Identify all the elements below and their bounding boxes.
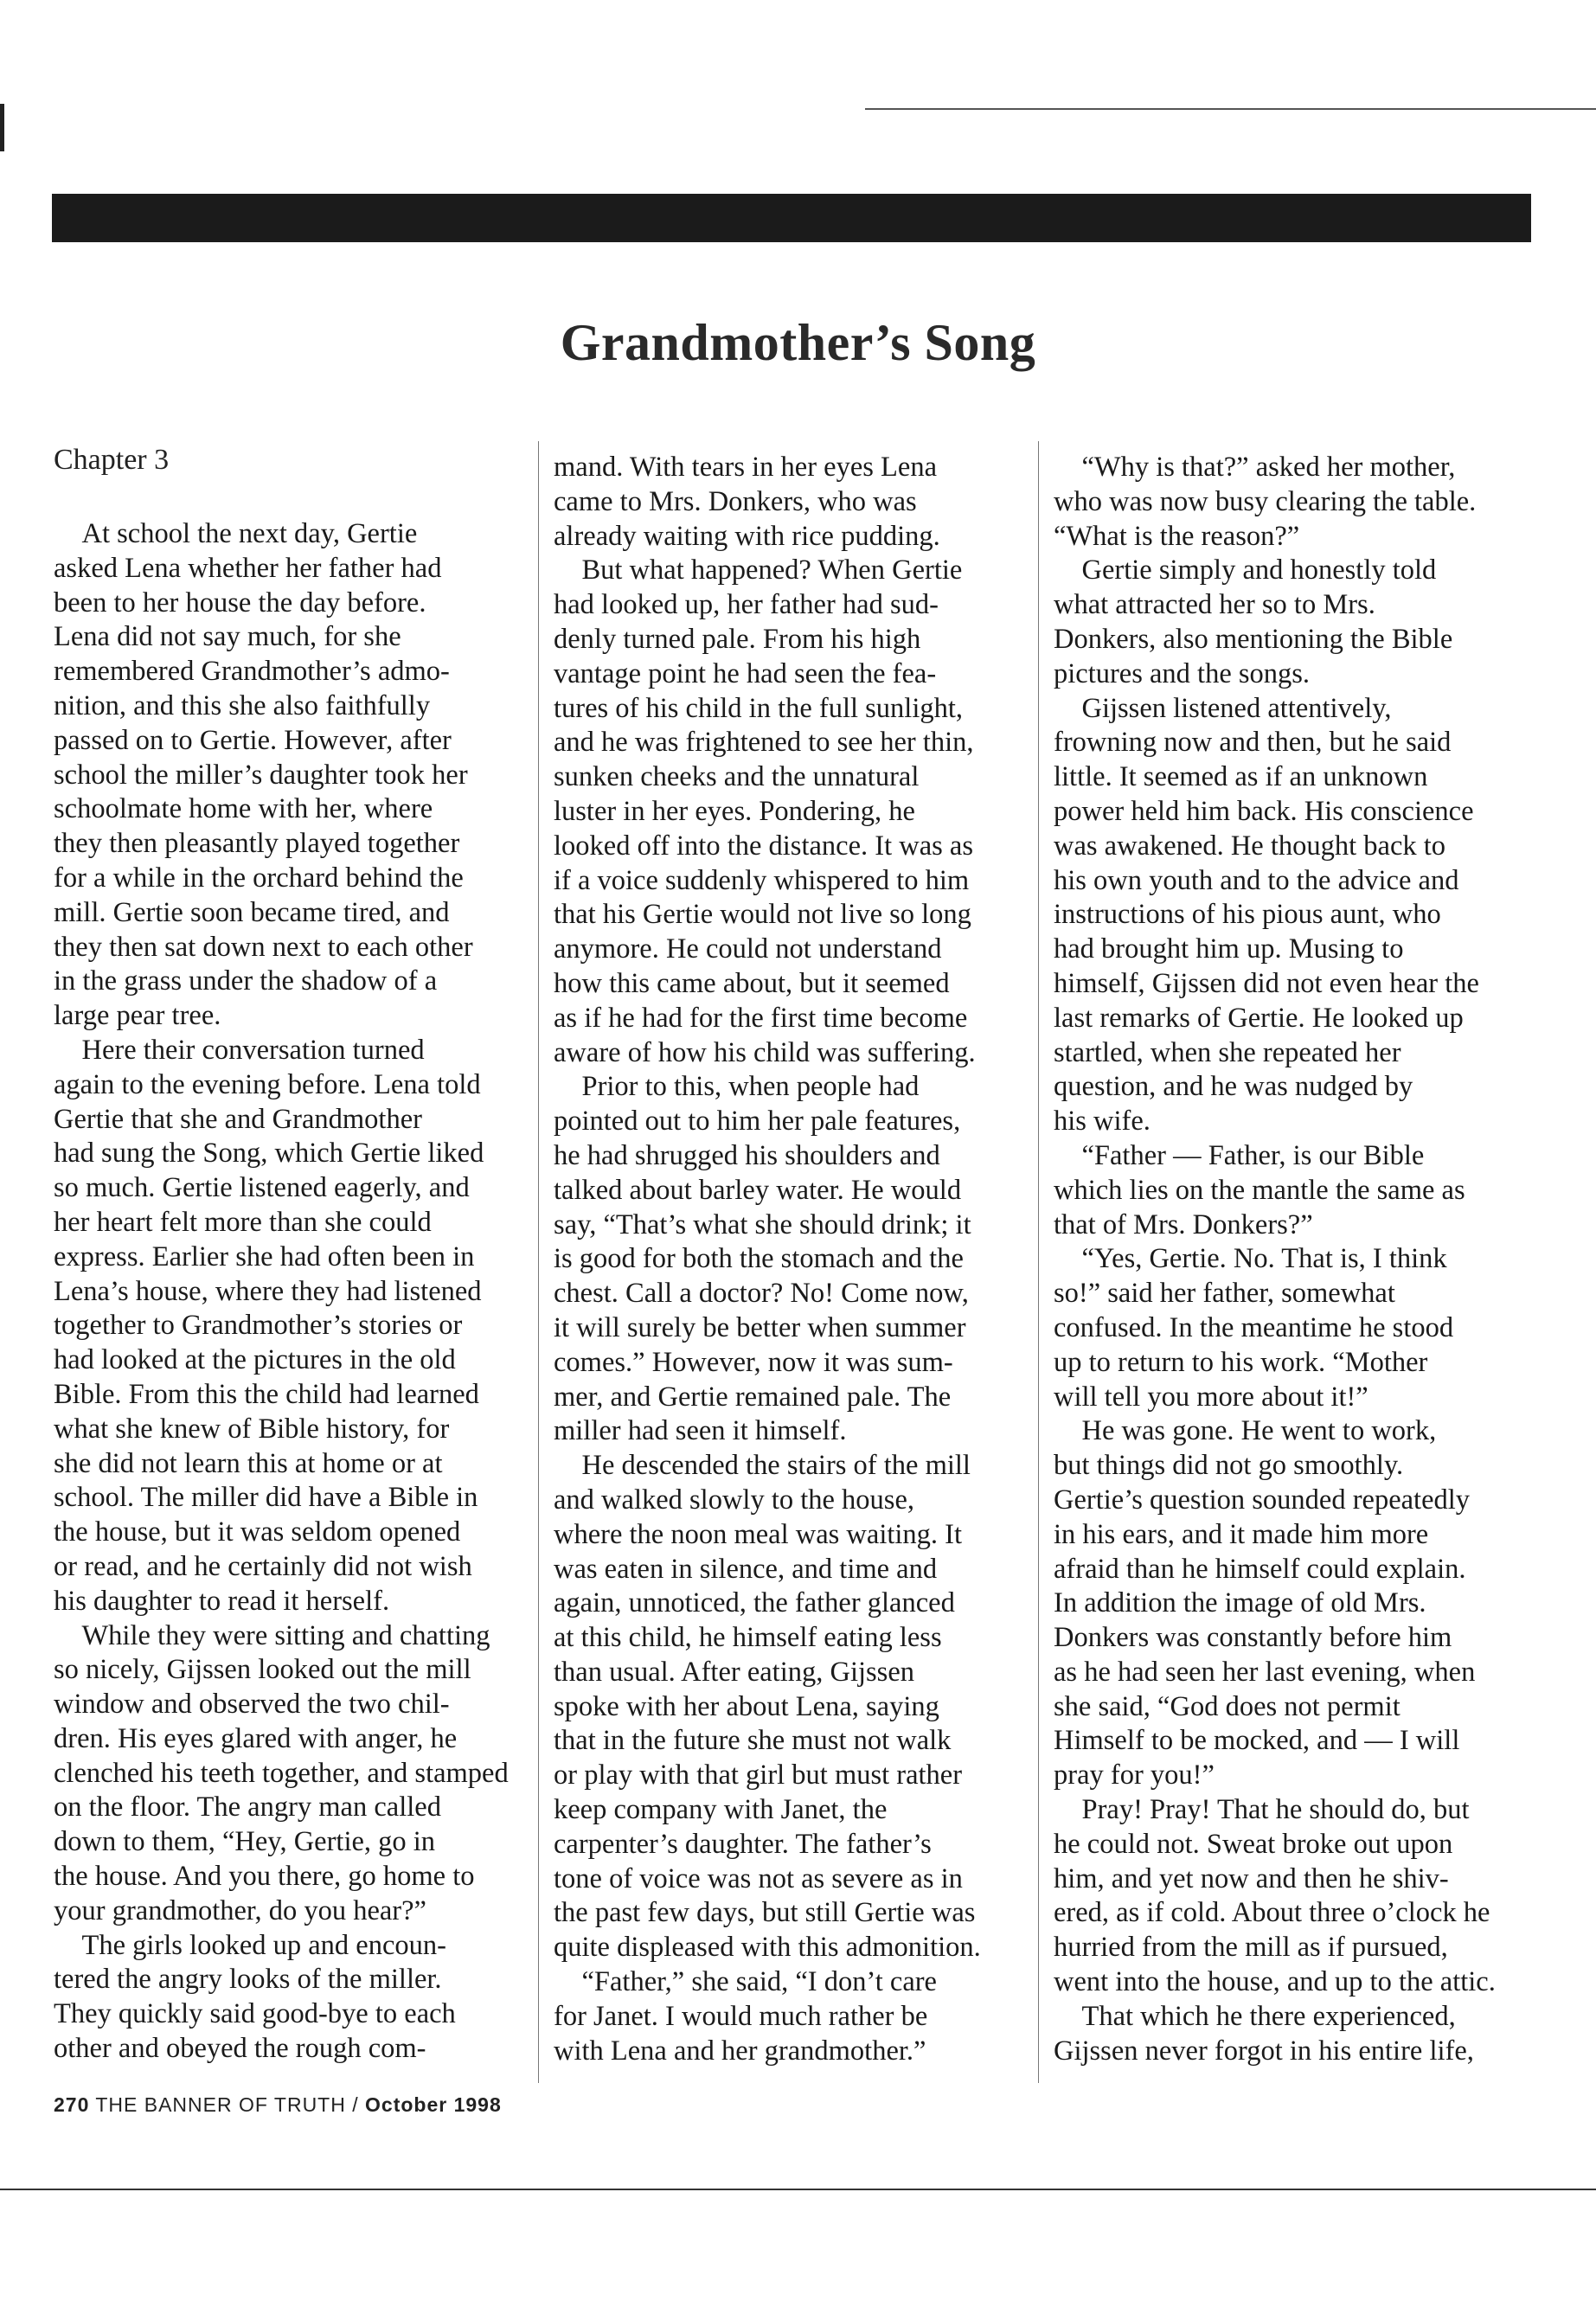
text-line: up to return to his work. “Mother: [1054, 1346, 1428, 1378]
text-line: Donkers, also mentioning the Bible: [1054, 623, 1453, 655]
text-line: “Father — Father, is our Bible: [1054, 1139, 1425, 1171]
text-line: but things did not go smoothly.: [1054, 1450, 1404, 1482]
text-line: last remarks of Gertie. He looked up: [1054, 1002, 1464, 1034]
text-line: his daughter to read it herself.: [54, 1585, 390, 1617]
text-line: down to them, “Hey, Gertie, go in: [54, 1826, 436, 1858]
text-line: as he had seen her last evening, when: [1054, 1656, 1476, 1688]
text-line: that of Mrs. Donkers?”: [1054, 1208, 1313, 1240]
text-line: clenched his teeth together, and stamped: [54, 1757, 509, 1789]
text-line: what attracted her so to Mrs.: [1054, 589, 1375, 621]
text-line: carpenter’s daughter. The father’s: [554, 1828, 932, 1860]
text-line: who was now busy clearing the table.: [1054, 485, 1477, 517]
text-line: tered the angry looks of the miller.: [54, 1964, 442, 1996]
column-divider-2: [1038, 441, 1039, 2083]
text-line: Lena did not say much, for she: [54, 621, 401, 653]
text-line: say, “That’s what she should drink; it: [554, 1208, 971, 1240]
text-line: tures of his child in the full sunlight,: [554, 692, 964, 724]
text-line: remembered Grandmother’s admo-: [54, 656, 450, 688]
text-column-3: [1054, 451, 1538, 2068]
text-line: they then sat down next to each other: [54, 931, 473, 963]
text-line: her heart felt more than she could: [54, 1206, 432, 1238]
text-line: it will surely be better when summer: [554, 1311, 966, 1343]
text-line: nition, and this she also faithfully: [54, 689, 431, 721]
text-line: so!” said her father, somewhat: [1054, 1278, 1395, 1310]
text-line: his wife.: [1054, 1106, 1151, 1138]
page-number: 270: [54, 2093, 90, 2116]
text-line: so much. Gertie listened eagerly, and: [54, 1172, 470, 1204]
text-line: Donkers was constantly before him: [1054, 1622, 1452, 1654]
text-line: anymore. He could not understand: [554, 933, 942, 965]
top-rule: [865, 108, 1596, 110]
text-line: That which he there experienced,: [1054, 2000, 1456, 2032]
text-column-1: [54, 517, 529, 2067]
text-line: where the noon meal was waiting. It: [554, 1518, 963, 1550]
text-line: pictures and the songs.: [1054, 657, 1311, 689]
text-line: other and obeyed the rough com-: [54, 2033, 426, 2065]
issue-date: October 1998: [365, 2093, 502, 2116]
publication-name: THE BANNER OF TRUTH: [95, 2093, 346, 2116]
text-line: schoolmate home with her, where: [54, 793, 433, 825]
text-line: While they were sitting and chatting: [54, 1619, 490, 1651]
text-line: and walked slowly to the house,: [554, 1484, 915, 1516]
text-line: school. The miller did have a Bible in: [54, 1482, 478, 1514]
text-line: been to her house the day before.: [54, 586, 426, 619]
page-footer: [54, 2093, 502, 2117]
text-line: again, unnoticed, the father glanced: [554, 1587, 955, 1619]
text-line: ered, as if cold. About three o’clock he: [1054, 1897, 1490, 1929]
column-divider-1: [538, 441, 539, 2083]
text-line: Gijssen listened attentively,: [1054, 692, 1392, 724]
text-line: confused. In the meantime he stood: [1054, 1311, 1454, 1343]
text-line: he could not. Sweat broke out upon: [1054, 1828, 1453, 1860]
text-line: Here their conversation turned: [54, 1034, 425, 1066]
article-title: Grandmother’s Song: [560, 314, 1036, 371]
text-line: again to the evening before. Lena told: [54, 1068, 481, 1100]
text-line: Bible. From this the child had learned: [54, 1378, 479, 1410]
text-line: Prior to this, when people had: [554, 1071, 920, 1103]
text-line: himself, Gijssen did not even hear the: [1054, 967, 1479, 999]
text-line: quite displeased with this admonition.: [554, 1932, 981, 1964]
text-line: school the miller’s daughter took her: [54, 759, 468, 791]
text-line: he had shrugged his shoulders and: [554, 1139, 940, 1171]
text-line: instructions of his pious aunt, who: [1054, 899, 1441, 931]
text-line: chest. Call a doctor? No! Come now,: [554, 1278, 969, 1310]
text-line: had looked at the pictures in the old: [54, 1344, 456, 1376]
text-line: Gertie that she and Grandmother: [54, 1103, 422, 1135]
text-line: little. It seemed as if an unknown: [1054, 761, 1428, 793]
text-line: talked about barley water. He would: [554, 1174, 962, 1206]
text-line: in his ears, and it made him more: [1054, 1518, 1429, 1550]
text-line: with Lena and her grandmother.”: [554, 2035, 926, 2067]
chapter-heading: Chapter 3: [54, 444, 170, 476]
text-line: mer, and Gertie remained pale. The: [554, 1381, 952, 1413]
scan-edge-mark: [0, 104, 4, 151]
text-line: vantage point he had seen the fea-: [554, 657, 937, 689]
text-line: keep company with Janet, the: [554, 1794, 888, 1826]
text-line: the past few days, but still Gertie was: [554, 1897, 976, 1929]
text-line: The girls looked up and encoun-: [54, 1929, 446, 1961]
text-line: dren. His eyes glared with anger, he: [54, 1722, 458, 1754]
text-line: the house. And you there, go home to: [54, 1861, 475, 1893]
text-line: or play with that girl but must rather: [554, 1759, 963, 1791]
text-line: your grandmother, do you hear?”: [54, 1894, 426, 1926]
text-line: as if he had for the first time become: [554, 1002, 968, 1034]
text-line: Lena’s house, where they had listened: [54, 1275, 482, 1307]
text-line: already waiting with rice pudding.: [554, 520, 940, 552]
text-line: that in the future she must not walk: [554, 1725, 952, 1757]
text-line: comes.” However, now it was sum-: [554, 1346, 953, 1378]
text-line: which lies on the mantle the same as: [1054, 1174, 1465, 1206]
text-line: Gijssen never forgot in his entire life,: [1054, 2035, 1474, 2067]
text-line: Himself to be mocked, and — I will: [1054, 1725, 1460, 1757]
text-line: They quickly said good-bye to each: [54, 1998, 456, 2030]
text-line: had looked up, her father had sud-: [554, 589, 939, 621]
text-line: is good for both the stomach and the: [554, 1243, 964, 1275]
text-line: “Yes, Gertie. No. That is, I think: [1054, 1243, 1447, 1275]
text-line: luster in her eyes. Pondering, he: [554, 795, 915, 827]
text-line: He descended the stairs of the mill: [554, 1450, 971, 1482]
text-line: than usual. After eating, Gijssen: [554, 1656, 914, 1688]
text-line: mand. With tears in her eyes Lena: [554, 452, 938, 483]
text-line: “Why is that?” asked her mother,: [1054, 452, 1456, 483]
text-line: in the grass under the shadow of a: [54, 965, 438, 997]
text-line: had brought him up. Musing to: [1054, 933, 1404, 965]
text-line: she did not learn this at home or at: [54, 1447, 443, 1479]
text-line: that his Gertie would not live so long: [554, 899, 971, 931]
text-line: was eaten in silence, and time and: [554, 1553, 938, 1585]
text-line: “Father,” she said, “I don’t care: [554, 1966, 937, 1998]
text-line: the house, but it was seldom opened: [54, 1516, 461, 1548]
text-line: tone of voice was not as severe as in: [554, 1862, 963, 1894]
text-line: his own youth and to the advice and: [1054, 864, 1459, 896]
text-line: him, and yet now and then he shiv-: [1054, 1862, 1449, 1894]
text-line: miller had seen it himself.: [554, 1415, 847, 1447]
text-line: will tell you more about it!”: [1054, 1381, 1368, 1413]
text-line: window and observed the two chil-: [54, 1689, 450, 1721]
text-line: looked off into the distance. It was as: [554, 830, 973, 862]
text-line: they then pleasantly played together: [54, 828, 460, 860]
text-column-2: [554, 451, 1021, 2068]
text-line: Gertie’s question sounded repeatedly: [1054, 1484, 1471, 1516]
text-line: sunken cheeks and the unnatural: [554, 761, 920, 793]
text-line: pray for you!”: [1054, 1759, 1215, 1791]
text-line: so nicely, Gijssen looked out the mill: [54, 1654, 471, 1686]
text-line: Gertie simply and honestly told: [1054, 554, 1437, 586]
text-line: or read, and he certainly did not wish: [54, 1550, 472, 1582]
text-line: if a voice suddenly whispered to him: [554, 864, 970, 896]
text-line: large pear tree.: [54, 1000, 221, 1032]
text-line: question, and he was nudged by: [1054, 1071, 1413, 1103]
text-line: pointed out to him her pale features,: [554, 1106, 961, 1138]
footer-separator: /: [352, 2093, 359, 2116]
text-line: went into the house, and up to the attic.: [1054, 1966, 1496, 1998]
text-line: passed on to Gertie. However, after: [54, 724, 452, 756]
text-line: how this came about, but it seemed: [554, 967, 950, 999]
text-line: was awakened. He thought back to: [1054, 830, 1446, 862]
text-line: hurried from the mill as if pursued,: [1054, 1932, 1448, 1964]
text-line: on the floor. The angry man called: [54, 1791, 441, 1823]
text-line: At school the next day, Gertie: [54, 518, 418, 549]
text-line: and he was frightened to see her thin,: [554, 727, 974, 759]
text-line: Pray! Pray! That he should do, but: [1054, 1794, 1470, 1826]
text-line: “What is the reason?”: [1054, 520, 1300, 552]
text-line: mill. Gertie soon became tired, and: [54, 896, 450, 928]
text-line: afraid than he himself could explain.: [1054, 1553, 1466, 1585]
header-banner-bar: [52, 194, 1531, 242]
text-line: what she knew of Bible history, for: [54, 1413, 450, 1445]
text-line: came to Mrs. Donkers, who was: [554, 485, 917, 517]
text-line: But what happened? When Gertie: [554, 554, 963, 586]
text-line: she said, “God does not permit: [1054, 1690, 1401, 1722]
text-line: In addition the image of old Mrs.: [1054, 1587, 1426, 1619]
text-line: for a while in the orchard behind the: [54, 862, 464, 894]
text-line: for Janet. I would much rather be: [554, 2000, 928, 2032]
text-line: asked Lena whether her father had: [54, 552, 442, 584]
text-line: at this child, he himself eating less: [554, 1622, 942, 1654]
text-line: spoke with her about Lena, saying: [554, 1690, 939, 1722]
text-line: denly turned pale. From his high: [554, 623, 921, 655]
text-line: power held him back. His conscience: [1054, 795, 1474, 827]
text-line: He was gone. He went to work,: [1054, 1415, 1437, 1447]
text-line: express. Earlier she had often been in: [54, 1240, 475, 1272]
text-line: had sung the Song, which Gertie liked: [54, 1138, 484, 1170]
bottom-rule: [0, 2189, 1596, 2190]
text-line: frowning now and then, but he said: [1054, 727, 1452, 759]
text-line: aware of how his child was suffering.: [554, 1036, 976, 1068]
text-line: startled, when she repeated her: [1054, 1036, 1401, 1068]
text-line: together to Grandmother’s stories or: [54, 1310, 463, 1342]
